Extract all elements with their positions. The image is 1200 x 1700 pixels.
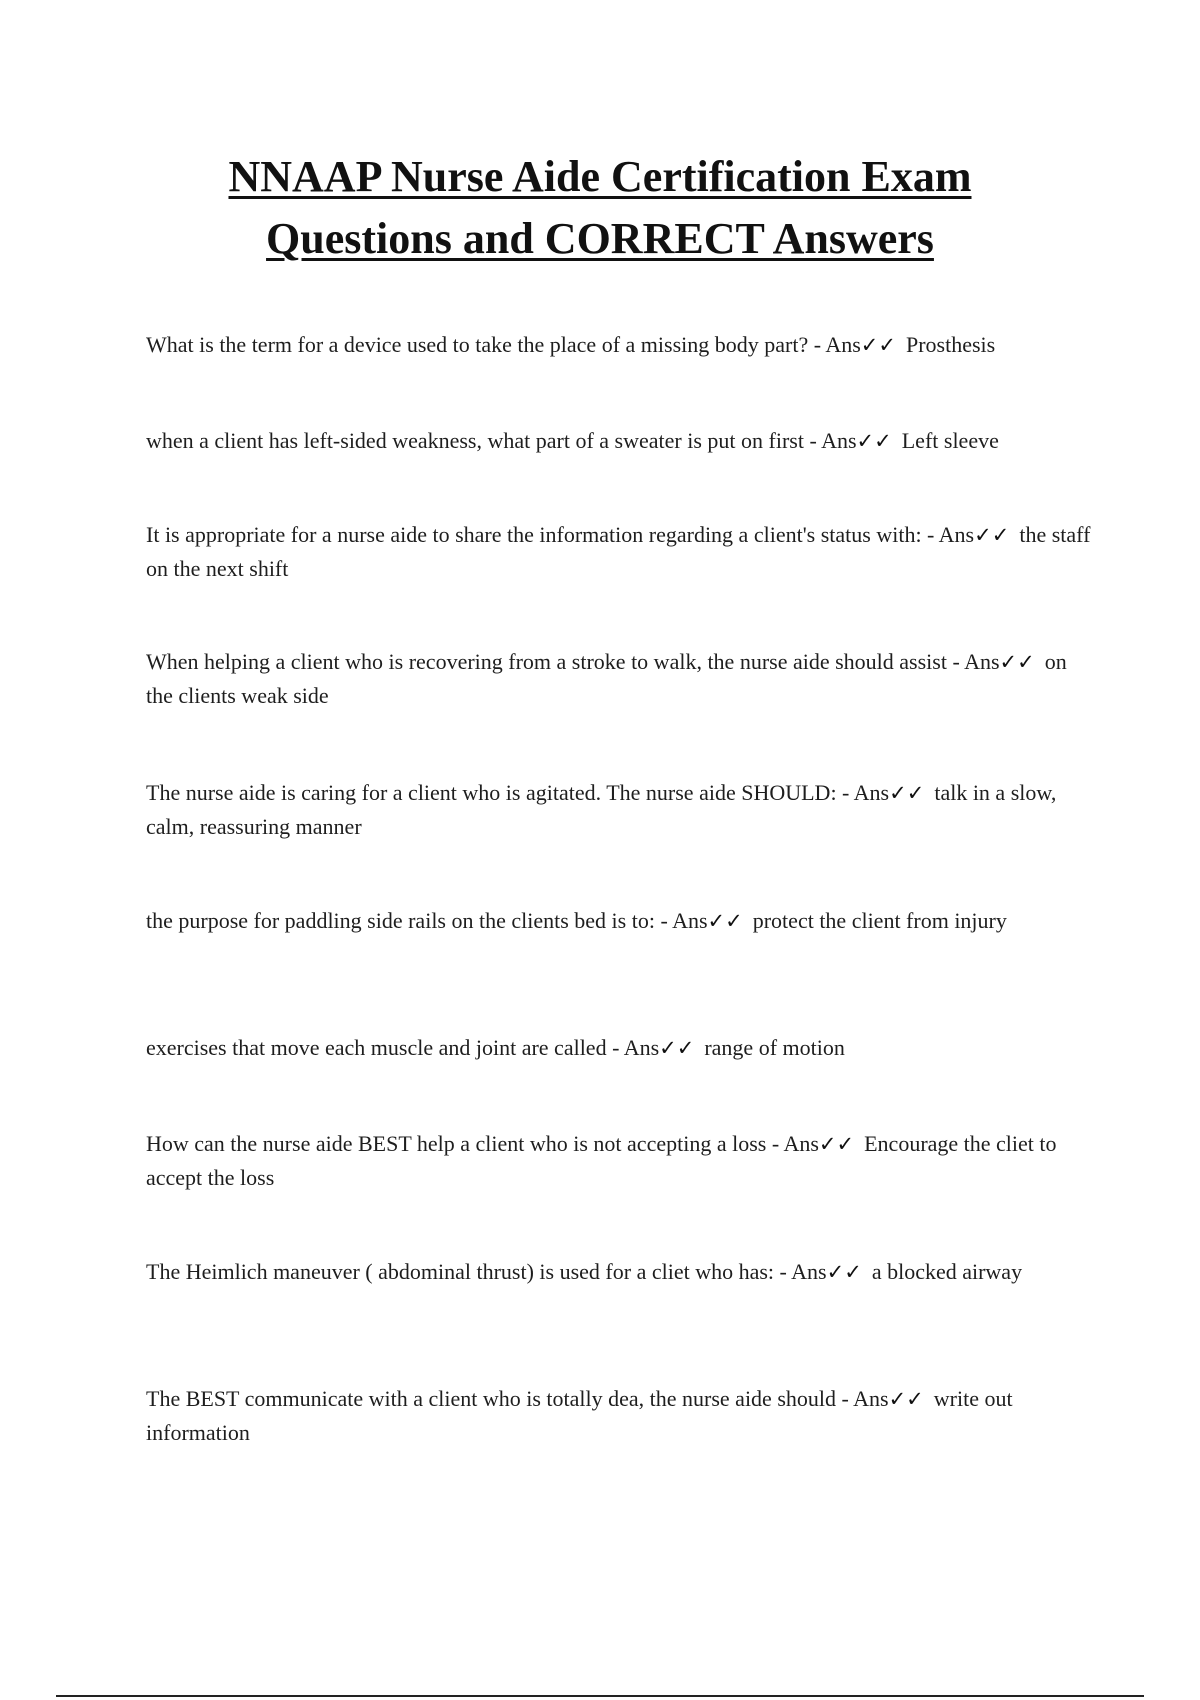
answer-prefix: Ans — [791, 1259, 827, 1284]
answer-prefix: Ans — [964, 649, 1000, 674]
title-line-1: NNAAP Nurse Aide Certification Exam — [228, 152, 972, 201]
qa-item-4 — [146, 645, 1096, 712]
title-line-2: Questions and CORRECT Answers — [266, 214, 934, 263]
answer-prefix: Ans — [825, 332, 861, 357]
double-check-icon: ✓✓ — [888, 1387, 924, 1411]
question-text: What is the term for a device used to take the place of a missing body part? - — [146, 332, 826, 357]
answer-text: talk in a slow, calm, reassuring manner — [146, 780, 1057, 839]
qa-item-2 — [146, 424, 1096, 458]
answer-text: a blocked airway — [871, 1259, 1023, 1284]
question-text: When helping a client who is recovering from a stroke to walk, the nurse aide should assist - — [146, 649, 965, 674]
answer-prefix: Ans — [853, 1386, 889, 1411]
question-text: The BEST communicate with a client who is totally dea, the nurse aide should - — [146, 1386, 854, 1411]
double-check-icon: ✓✓ — [889, 781, 925, 805]
answer-prefix: Ans — [938, 522, 975, 547]
double-check-icon: ✓✓ — [659, 1036, 695, 1060]
qa-item-7 — [146, 1031, 1096, 1065]
answer-text: on the clients weak side — [146, 649, 1067, 708]
double-check-icon: ✓✓ — [974, 523, 1010, 547]
qa-item-10 — [146, 1382, 1096, 1449]
question-text: the purpose for paddling side rails on the clients bed is to: - — [146, 908, 673, 933]
question-text: It is appropriate for a nurse aide to share the information regarding a client's status with: - — [146, 522, 939, 547]
answer-prefix: Ans — [821, 428, 857, 453]
double-check-icon: ✓✓ — [999, 650, 1035, 674]
qa-item-3 — [146, 518, 1096, 585]
question-text: The nurse aide is caring for a client who is agitated. The nurse aide SHOULD: - — [146, 780, 854, 805]
footer-divider — [56, 1695, 1144, 1697]
qa-item-9 — [146, 1255, 1096, 1289]
question-text: How can the nurse aide BEST help a client who is not accepting a loss - — [146, 1131, 784, 1156]
qa-item-6 — [146, 904, 1096, 938]
answer-prefix: Ans — [672, 908, 708, 933]
answer-text: protect the client from injury — [752, 908, 1007, 933]
answer-text: the staff on the next shift — [146, 522, 1091, 581]
answer-text: Encourage the cliet to accept the loss — [146, 1131, 1057, 1190]
qa-item-5 — [146, 776, 1096, 843]
qa-item-1 — [146, 328, 1096, 362]
qa-item-8 — [146, 1127, 1096, 1194]
answer-prefix: Ans — [853, 780, 890, 805]
answer-text: range of motion — [704, 1035, 845, 1060]
answer-prefix: Ans — [783, 1131, 819, 1156]
double-check-icon: ✓✓ — [856, 429, 892, 453]
question-text: The Heimlich maneuver ( abdominal thrust) is used for a cliet who has: - — [146, 1259, 792, 1284]
answer-text: Left sleeve — [901, 428, 999, 453]
question-text: when a client has left-sided weakness, what part of a sweater is put on first - — [146, 428, 822, 453]
double-check-icon: ✓✓ — [818, 1132, 855, 1156]
double-check-icon: ✓✓ — [860, 333, 896, 357]
document-title — [140, 146, 1060, 270]
answer-text: Prosthesis — [905, 332, 996, 357]
question-text: exercises that move each muscle and joint are called - — [146, 1035, 624, 1060]
double-check-icon: ✓✓ — [826, 1260, 862, 1284]
double-check-icon: ✓✓ — [707, 909, 743, 933]
answer-prefix: Ans — [623, 1035, 660, 1060]
answer-text: write out information — [146, 1386, 1013, 1445]
